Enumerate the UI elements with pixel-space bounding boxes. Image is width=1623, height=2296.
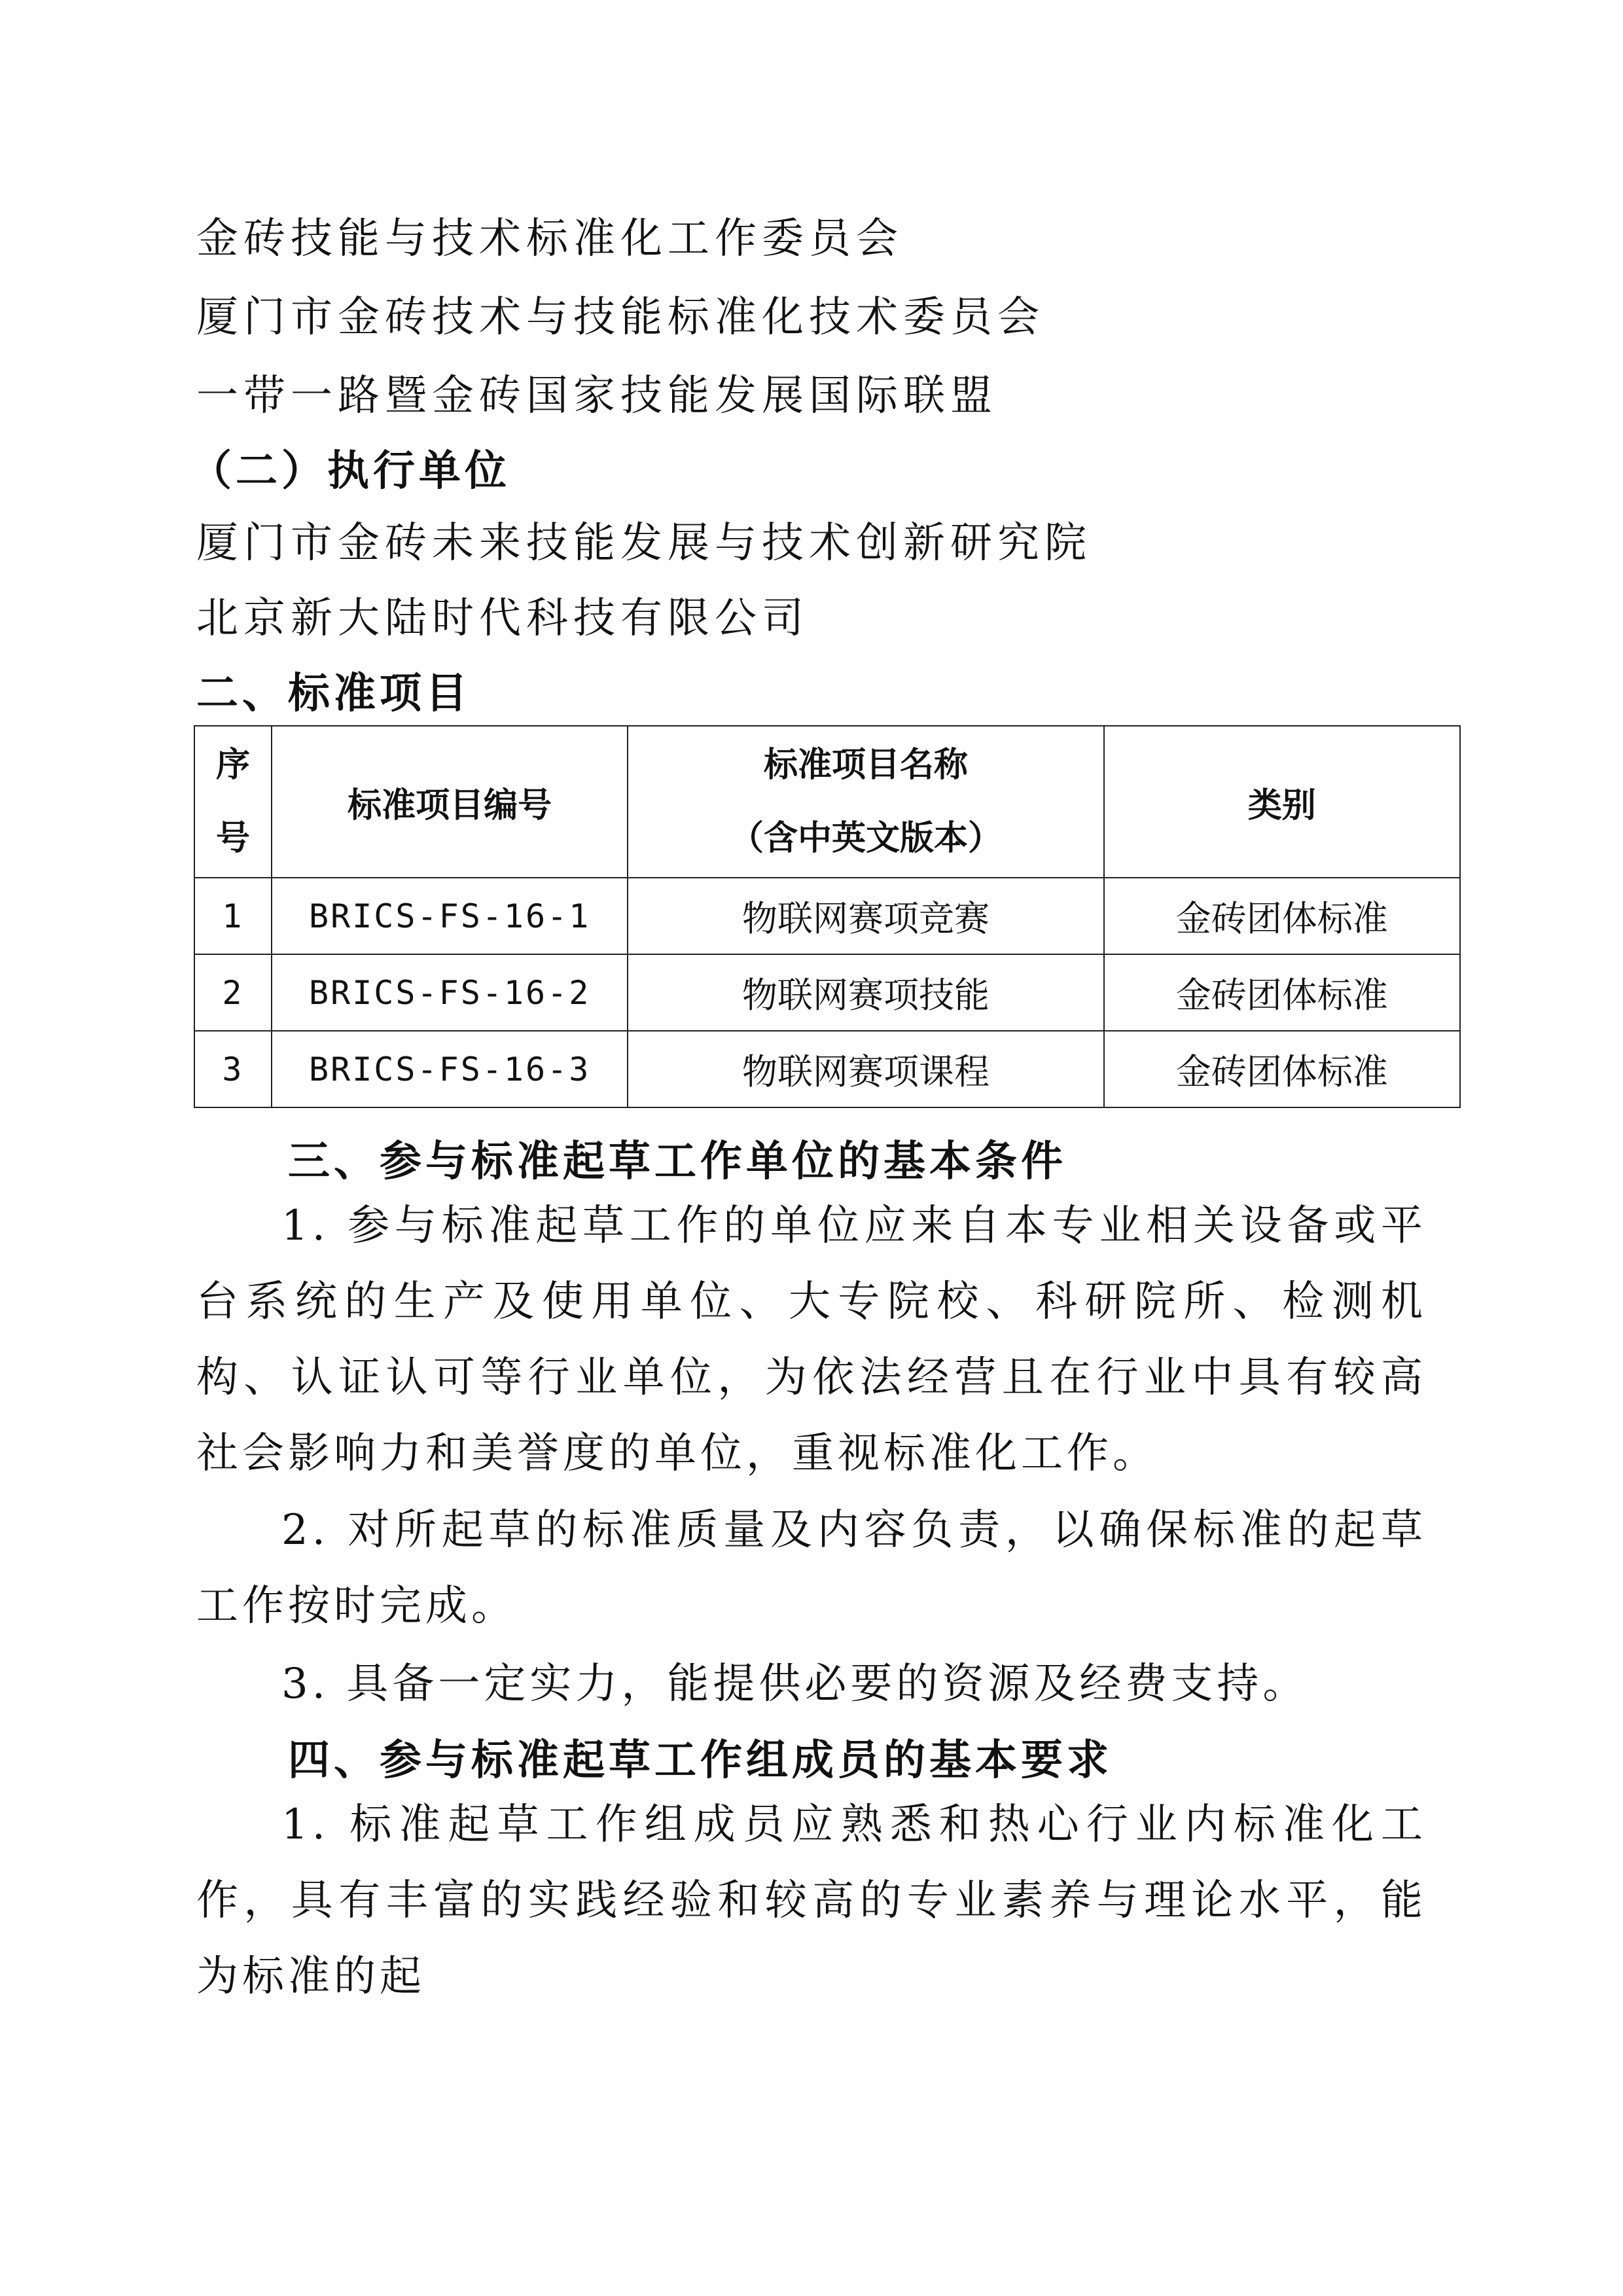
organizer-line-3: 一带一路暨金砖国家技能发展国际联盟 [196,372,997,420]
cell-code: BRICS-FS-16-1 [272,878,628,954]
standards-table [194,725,1461,1108]
cell-seq: 2 [194,954,272,1031]
organizer-line-1: 金砖技能与技术标准化工作委员会 [196,215,903,263]
cell-category: 金砖团体标准 [1104,878,1460,954]
header-name-top: 标准项目名称 [764,745,969,785]
header-seq-bottom: 号 [215,819,250,858]
cell-code: BRICS-FS-16-2 [272,954,628,1031]
section-3-item-1-text: 1. 参与标准起草工作的单位应来自本专业相关设备或平台系统的生产及使用单位、大专院校、科研院所、检测机构、认证认可等行业单位，为依法经营且在行业中具有较高社会影响力和美誉度的单位，重视标准化工作。 [196,1202,1427,1478]
cell-seq: 1 [194,878,272,954]
cell-seq: 3 [194,1031,272,1107]
header-name-bottom: （含中英文版本） [730,819,1003,858]
section-3-item-3 [196,1646,1427,1722]
table-row [194,878,1460,954]
cell-name: 物联网赛项竞赛 [628,878,1103,954]
cell-name: 物联网赛项技能 [628,954,1103,1031]
header-category: 类别 [1104,726,1460,878]
section-4-heading: 四、参与标准起草工作组成员的基本要求 [288,1736,1113,1785]
table-row [194,1031,1460,1107]
cell-category: 金砖团体标准 [1104,1031,1460,1107]
section-3-item-1 [196,1188,1427,1492]
table-header-row [194,726,1460,878]
section-3-item-3-text: 3. 具备一定实力，能提供必要的资源及经费支持。 [281,1660,1309,1708]
header-code: 标准项目编号 [272,726,628,878]
section-3-item-2 [196,1492,1427,1644]
exec-units-heading: （二）执行单位 [190,447,510,495]
section-3-item-2-text: 2. 对所起草的标准质量及内容负责，以确保标准的起草工作按时完成。 [196,1506,1427,1630]
table-row [194,954,1460,1031]
header-name [628,726,1103,878]
section-2-heading: 二、标准项目 [196,670,471,718]
section-4-item-1 [196,1787,1427,2015]
section-4-item-1-text: 1. 标准起草工作组成员应熟悉和热心行业内标准化工作，具有丰富的实践经验和较高的专业素养与理论水平，能为标准的起 [196,1801,1427,2001]
header-seq-top: 序 [215,745,250,785]
section-3-heading: 三、参与标准起草工作单位的基本条件 [288,1138,1067,1186]
organizer-line-2: 厦门市金砖技术与技能标准化技术委员会 [196,293,1044,342]
exec-unit-line-2: 北京新大陆时代科技有限公司 [196,594,809,643]
header-seq [194,726,272,878]
exec-unit-line-1: 厦门市金砖未来技能发展与技术创新研究院 [196,519,1092,567]
cell-category: 金砖团体标准 [1104,954,1460,1031]
cell-name: 物联网赛项课程 [628,1031,1103,1107]
cell-code: BRICS-FS-16-3 [272,1031,628,1107]
